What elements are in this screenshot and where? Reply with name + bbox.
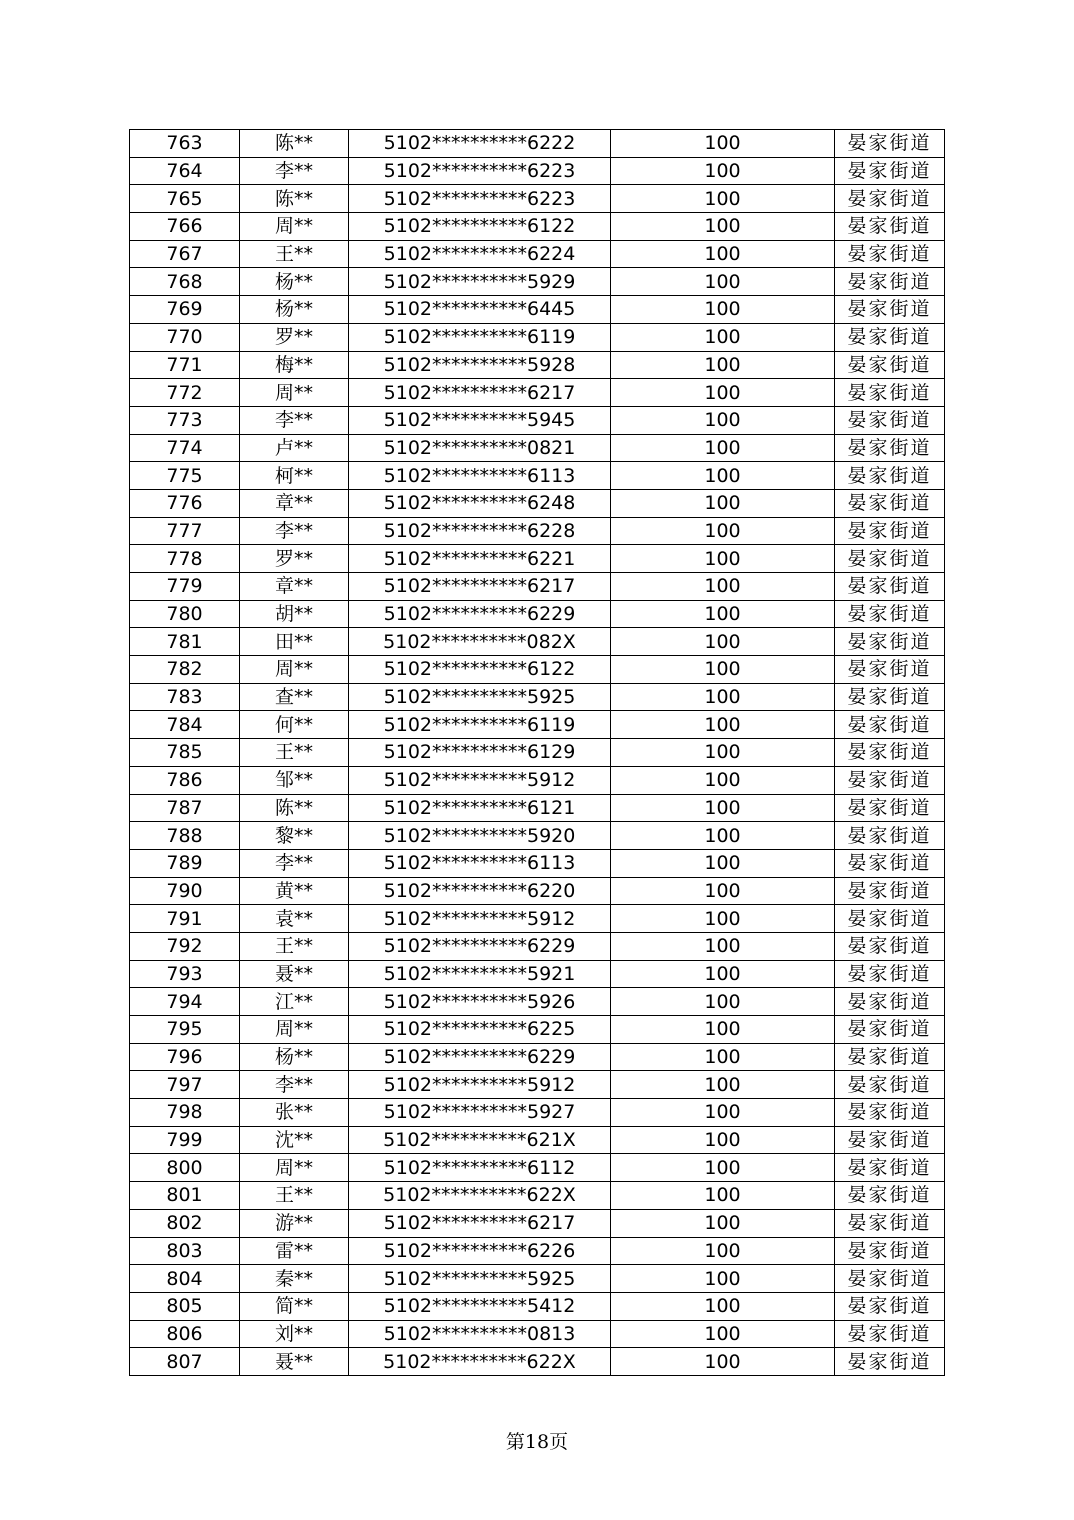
row-number-cell: 772: [130, 379, 240, 407]
id-number-cell: 5102**********6222: [349, 130, 611, 158]
street-cell: 晏家街道: [835, 351, 945, 379]
name-cell: 杨**: [240, 1043, 349, 1071]
amount-cell: 100: [611, 462, 835, 490]
name-cell: 王**: [240, 240, 349, 268]
name-cell: 李**: [240, 849, 349, 877]
name-cell: 黎**: [240, 822, 349, 850]
table-row: [130, 656, 945, 684]
id-number-cell: 5102**********6223: [349, 185, 611, 213]
amount-cell: 100: [611, 766, 835, 794]
street-cell: 晏家街道: [835, 711, 945, 739]
row-number-cell: 783: [130, 683, 240, 711]
row-number-cell: 787: [130, 794, 240, 822]
table-row: [130, 296, 945, 324]
id-number-cell: 5102**********6229: [349, 1043, 611, 1071]
id-number-cell: 5102**********6217: [349, 1209, 611, 1237]
row-number-cell: 798: [130, 1099, 240, 1127]
street-cell: 晏家街道: [835, 1071, 945, 1099]
name-cell: 聂**: [240, 960, 349, 988]
row-number-cell: 800: [130, 1154, 240, 1182]
amount-cell: 100: [611, 960, 835, 988]
name-cell: 胡**: [240, 600, 349, 628]
id-number-cell: 5102**********5912: [349, 766, 611, 794]
street-cell: 晏家街道: [835, 240, 945, 268]
table-row: [130, 1016, 945, 1044]
id-number-cell: 5102**********5412: [349, 1292, 611, 1320]
street-cell: 晏家街道: [835, 157, 945, 185]
street-cell: 晏家街道: [835, 462, 945, 490]
name-cell: 张**: [240, 1099, 349, 1127]
street-cell: 晏家街道: [835, 822, 945, 850]
amount-cell: 100: [611, 379, 835, 407]
row-number-cell: 795: [130, 1016, 240, 1044]
table-row: [130, 1126, 945, 1154]
id-number-cell: 5102**********0813: [349, 1320, 611, 1348]
id-number-cell: 5102**********6119: [349, 323, 611, 351]
amount-cell: 100: [611, 822, 835, 850]
table-row: [130, 545, 945, 573]
amount-cell: 100: [611, 185, 835, 213]
table-row: [130, 1209, 945, 1237]
name-cell: 王**: [240, 932, 349, 960]
street-cell: 晏家街道: [835, 573, 945, 601]
amount-cell: 100: [611, 1292, 835, 1320]
table-row: [130, 517, 945, 545]
id-number-cell: 5102**********5928: [349, 351, 611, 379]
name-cell: 李**: [240, 1071, 349, 1099]
row-number-cell: 806: [130, 1320, 240, 1348]
street-cell: 晏家街道: [835, 268, 945, 296]
id-number-cell: 5102**********5921: [349, 960, 611, 988]
name-cell: 周**: [240, 379, 349, 407]
name-cell: 李**: [240, 157, 349, 185]
name-cell: 江**: [240, 988, 349, 1016]
table-row: [130, 628, 945, 656]
row-number-cell: 773: [130, 406, 240, 434]
table-row: [130, 462, 945, 490]
table-row: [130, 130, 945, 158]
street-cell: 晏家街道: [835, 517, 945, 545]
amount-cell: 100: [611, 268, 835, 296]
amount-cell: 100: [611, 932, 835, 960]
street-cell: 晏家街道: [835, 849, 945, 877]
street-cell: 晏家街道: [835, 988, 945, 1016]
id-number-cell: 5102**********6226: [349, 1237, 611, 1265]
amount-cell: 100: [611, 1043, 835, 1071]
name-cell: 章**: [240, 489, 349, 517]
street-cell: 晏家街道: [835, 1154, 945, 1182]
table-row: [130, 1320, 945, 1348]
table-row: [130, 1265, 945, 1293]
street-cell: 晏家街道: [835, 1265, 945, 1293]
id-number-cell: 5102**********5920: [349, 822, 611, 850]
id-number-cell: 5102**********6229: [349, 932, 611, 960]
table-row: [130, 1182, 945, 1210]
row-number-cell: 799: [130, 1126, 240, 1154]
row-number-cell: 807: [130, 1348, 240, 1376]
name-cell: 章**: [240, 573, 349, 601]
row-number-cell: 767: [130, 240, 240, 268]
id-number-cell: 5102**********6112: [349, 1154, 611, 1182]
amount-cell: 100: [611, 600, 835, 628]
table-row: [130, 600, 945, 628]
street-cell: 晏家街道: [835, 1126, 945, 1154]
row-number-cell: 785: [130, 739, 240, 767]
table-row: [130, 379, 945, 407]
amount-cell: 100: [611, 877, 835, 905]
row-number-cell: 782: [130, 656, 240, 684]
table-row: [130, 960, 945, 988]
name-cell: 查**: [240, 683, 349, 711]
name-cell: 游**: [240, 1209, 349, 1237]
id-number-cell: 5102**********5929: [349, 268, 611, 296]
name-cell: 王**: [240, 1182, 349, 1210]
id-number-cell: 5102**********6113: [349, 462, 611, 490]
street-cell: 晏家街道: [835, 1320, 945, 1348]
table-body: [130, 130, 945, 1376]
name-cell: 卢**: [240, 434, 349, 462]
id-number-cell: 5102**********5945: [349, 406, 611, 434]
table-row: [130, 877, 945, 905]
row-number-cell: 789: [130, 849, 240, 877]
id-number-cell: 5102**********6445: [349, 296, 611, 324]
name-cell: 袁**: [240, 905, 349, 933]
amount-cell: 100: [611, 739, 835, 767]
table-row: [130, 683, 945, 711]
row-number-cell: 766: [130, 213, 240, 241]
name-cell: 罗**: [240, 323, 349, 351]
table-row: [130, 1348, 945, 1376]
name-cell: 简**: [240, 1292, 349, 1320]
table-row: [130, 1237, 945, 1265]
name-cell: 雷**: [240, 1237, 349, 1265]
street-cell: 晏家街道: [835, 130, 945, 158]
table-row: [130, 1043, 945, 1071]
amount-cell: 100: [611, 628, 835, 656]
table-row: [130, 268, 945, 296]
street-cell: 晏家街道: [835, 406, 945, 434]
street-cell: 晏家街道: [835, 683, 945, 711]
id-number-cell: 5102**********6122: [349, 213, 611, 241]
name-cell: 杨**: [240, 296, 349, 324]
amount-cell: 100: [611, 1126, 835, 1154]
street-cell: 晏家街道: [835, 489, 945, 517]
table-row: [130, 1292, 945, 1320]
table-row: [130, 157, 945, 185]
id-number-cell: 5102**********622X: [349, 1182, 611, 1210]
street-cell: 晏家街道: [835, 323, 945, 351]
row-number-cell: 765: [130, 185, 240, 213]
id-number-cell: 5102**********6228: [349, 517, 611, 545]
row-number-cell: 771: [130, 351, 240, 379]
name-cell: 黄**: [240, 877, 349, 905]
name-cell: 陈**: [240, 794, 349, 822]
id-number-cell: 5102**********622X: [349, 1348, 611, 1376]
amount-cell: 100: [611, 849, 835, 877]
street-cell: 晏家街道: [835, 628, 945, 656]
amount-cell: 100: [611, 794, 835, 822]
name-cell: 周**: [240, 656, 349, 684]
amount-cell: 100: [611, 988, 835, 1016]
row-number-cell: 769: [130, 296, 240, 324]
id-number-cell: 5102**********6229: [349, 600, 611, 628]
name-cell: 王**: [240, 739, 349, 767]
name-cell: 梅**: [240, 351, 349, 379]
id-number-cell: 5102**********6223: [349, 157, 611, 185]
amount-cell: 100: [611, 1099, 835, 1127]
amount-cell: 100: [611, 240, 835, 268]
name-cell: 沈**: [240, 1126, 349, 1154]
amount-cell: 100: [611, 711, 835, 739]
street-cell: 晏家街道: [835, 213, 945, 241]
street-cell: 晏家街道: [835, 932, 945, 960]
id-number-cell: 5102**********6129: [349, 739, 611, 767]
table-row: [130, 240, 945, 268]
row-number-cell: 796: [130, 1043, 240, 1071]
street-cell: 晏家街道: [835, 1043, 945, 1071]
table-row: [130, 573, 945, 601]
page-number: 第18页: [505, 1431, 569, 1453]
street-cell: 晏家街道: [835, 877, 945, 905]
id-number-cell: 5102**********6225: [349, 1016, 611, 1044]
table-row: [130, 406, 945, 434]
amount-cell: 100: [611, 1182, 835, 1210]
row-number-cell: 779: [130, 573, 240, 601]
table-row: [130, 905, 945, 933]
name-cell: 陈**: [240, 130, 349, 158]
amount-cell: 100: [611, 296, 835, 324]
amount-cell: 100: [611, 1071, 835, 1099]
table-row: [130, 766, 945, 794]
id-number-cell: 5102**********6220: [349, 877, 611, 905]
table-row: [130, 932, 945, 960]
name-cell: 柯**: [240, 462, 349, 490]
street-cell: 晏家街道: [835, 600, 945, 628]
amount-cell: 100: [611, 683, 835, 711]
row-number-cell: 763: [130, 130, 240, 158]
name-cell: 陈**: [240, 185, 349, 213]
row-number-cell: 777: [130, 517, 240, 545]
street-cell: 晏家街道: [835, 434, 945, 462]
name-cell: 周**: [240, 1016, 349, 1044]
table-row: [130, 1071, 945, 1099]
name-cell: 周**: [240, 213, 349, 241]
street-cell: 晏家街道: [835, 1292, 945, 1320]
amount-cell: 100: [611, 1237, 835, 1265]
table-row: [130, 988, 945, 1016]
street-cell: 晏家街道: [835, 296, 945, 324]
amount-cell: 100: [611, 656, 835, 684]
id-number-cell: 5102**********5927: [349, 1099, 611, 1127]
street-cell: 晏家街道: [835, 1182, 945, 1210]
street-cell: 晏家街道: [835, 1016, 945, 1044]
name-cell: 秦**: [240, 1265, 349, 1293]
amount-cell: 100: [611, 489, 835, 517]
street-cell: 晏家街道: [835, 794, 945, 822]
id-number-cell: 5102**********5912: [349, 905, 611, 933]
street-cell: 晏家街道: [835, 185, 945, 213]
name-cell: 杨**: [240, 268, 349, 296]
row-number-cell: 794: [130, 988, 240, 1016]
name-cell: 李**: [240, 517, 349, 545]
street-cell: 晏家街道: [835, 1237, 945, 1265]
row-number-cell: 802: [130, 1209, 240, 1237]
row-number-cell: 805: [130, 1292, 240, 1320]
table-row: [130, 1154, 945, 1182]
table-row: [130, 711, 945, 739]
row-number-cell: 780: [130, 600, 240, 628]
row-number-cell: 784: [130, 711, 240, 739]
id-number-cell: 5102**********0821: [349, 434, 611, 462]
amount-cell: 100: [611, 406, 835, 434]
row-number-cell: 774: [130, 434, 240, 462]
row-number-cell: 804: [130, 1265, 240, 1293]
name-cell: 周**: [240, 1154, 349, 1182]
amount-cell: 100: [611, 1209, 835, 1237]
name-cell: 邹**: [240, 766, 349, 794]
street-cell: 晏家街道: [835, 960, 945, 988]
table-row: [130, 739, 945, 767]
amount-cell: 100: [611, 157, 835, 185]
id-number-cell: 5102**********6121: [349, 794, 611, 822]
table-row: [130, 822, 945, 850]
name-cell: 李**: [240, 406, 349, 434]
amount-cell: 100: [611, 545, 835, 573]
id-number-cell: 5102**********082X: [349, 628, 611, 656]
table-row: [130, 489, 945, 517]
row-number-cell: 770: [130, 323, 240, 351]
amount-cell: 100: [611, 323, 835, 351]
street-cell: 晏家街道: [835, 905, 945, 933]
row-number-cell: 778: [130, 545, 240, 573]
id-number-cell: 5102**********6113: [349, 849, 611, 877]
id-number-cell: 5102**********6217: [349, 379, 611, 407]
id-number-cell: 5102**********6119: [349, 711, 611, 739]
row-number-cell: 776: [130, 489, 240, 517]
street-cell: 晏家街道: [835, 739, 945, 767]
id-number-cell: 5102**********621X: [349, 1126, 611, 1154]
row-number-cell: 786: [130, 766, 240, 794]
id-number-cell: 5102**********6224: [349, 240, 611, 268]
street-cell: 晏家街道: [835, 379, 945, 407]
table-row: [130, 794, 945, 822]
amount-cell: 100: [611, 130, 835, 158]
row-number-cell: 793: [130, 960, 240, 988]
id-number-cell: 5102**********6248: [349, 489, 611, 517]
amount-cell: 100: [611, 1016, 835, 1044]
id-number-cell: 5102**********5912: [349, 1071, 611, 1099]
row-number-cell: 803: [130, 1237, 240, 1265]
amount-cell: 100: [611, 1154, 835, 1182]
row-number-cell: 801: [130, 1182, 240, 1210]
id-number-cell: 5102**********6122: [349, 656, 611, 684]
id-number-cell: 5102**********5926: [349, 988, 611, 1016]
amount-cell: 100: [611, 573, 835, 601]
table-row: [130, 213, 945, 241]
row-number-cell: 797: [130, 1071, 240, 1099]
street-cell: 晏家街道: [835, 766, 945, 794]
table-row: [130, 323, 945, 351]
id-number-cell: 5102**********6217: [349, 573, 611, 601]
row-number-cell: 764: [130, 157, 240, 185]
table-row: [130, 1099, 945, 1127]
recipient-table: [129, 129, 945, 1376]
row-number-cell: 790: [130, 877, 240, 905]
row-number-cell: 775: [130, 462, 240, 490]
name-cell: 聂**: [240, 1348, 349, 1376]
table-row: [130, 185, 945, 213]
amount-cell: 100: [611, 517, 835, 545]
id-number-cell: 5102**********5925: [349, 683, 611, 711]
street-cell: 晏家街道: [835, 1209, 945, 1237]
row-number-cell: 792: [130, 932, 240, 960]
name-cell: 罗**: [240, 545, 349, 573]
amount-cell: 100: [611, 1320, 835, 1348]
street-cell: 晏家街道: [835, 1099, 945, 1127]
row-number-cell: 791: [130, 905, 240, 933]
row-number-cell: 768: [130, 268, 240, 296]
id-number-cell: 5102**********5925: [349, 1265, 611, 1293]
name-cell: 刘**: [240, 1320, 349, 1348]
row-number-cell: 781: [130, 628, 240, 656]
amount-cell: 100: [611, 905, 835, 933]
table-row: [130, 351, 945, 379]
id-number-cell: 5102**********6221: [349, 545, 611, 573]
amount-cell: 100: [611, 1348, 835, 1376]
name-cell: 田**: [240, 628, 349, 656]
row-number-cell: 788: [130, 822, 240, 850]
table-row: [130, 434, 945, 462]
amount-cell: 100: [611, 434, 835, 462]
amount-cell: 100: [611, 351, 835, 379]
table-row: [130, 849, 945, 877]
street-cell: 晏家街道: [835, 1348, 945, 1376]
street-cell: 晏家街道: [835, 656, 945, 684]
street-cell: 晏家街道: [835, 545, 945, 573]
amount-cell: 100: [611, 213, 835, 241]
amount-cell: 100: [611, 1265, 835, 1293]
name-cell: 何**: [240, 711, 349, 739]
